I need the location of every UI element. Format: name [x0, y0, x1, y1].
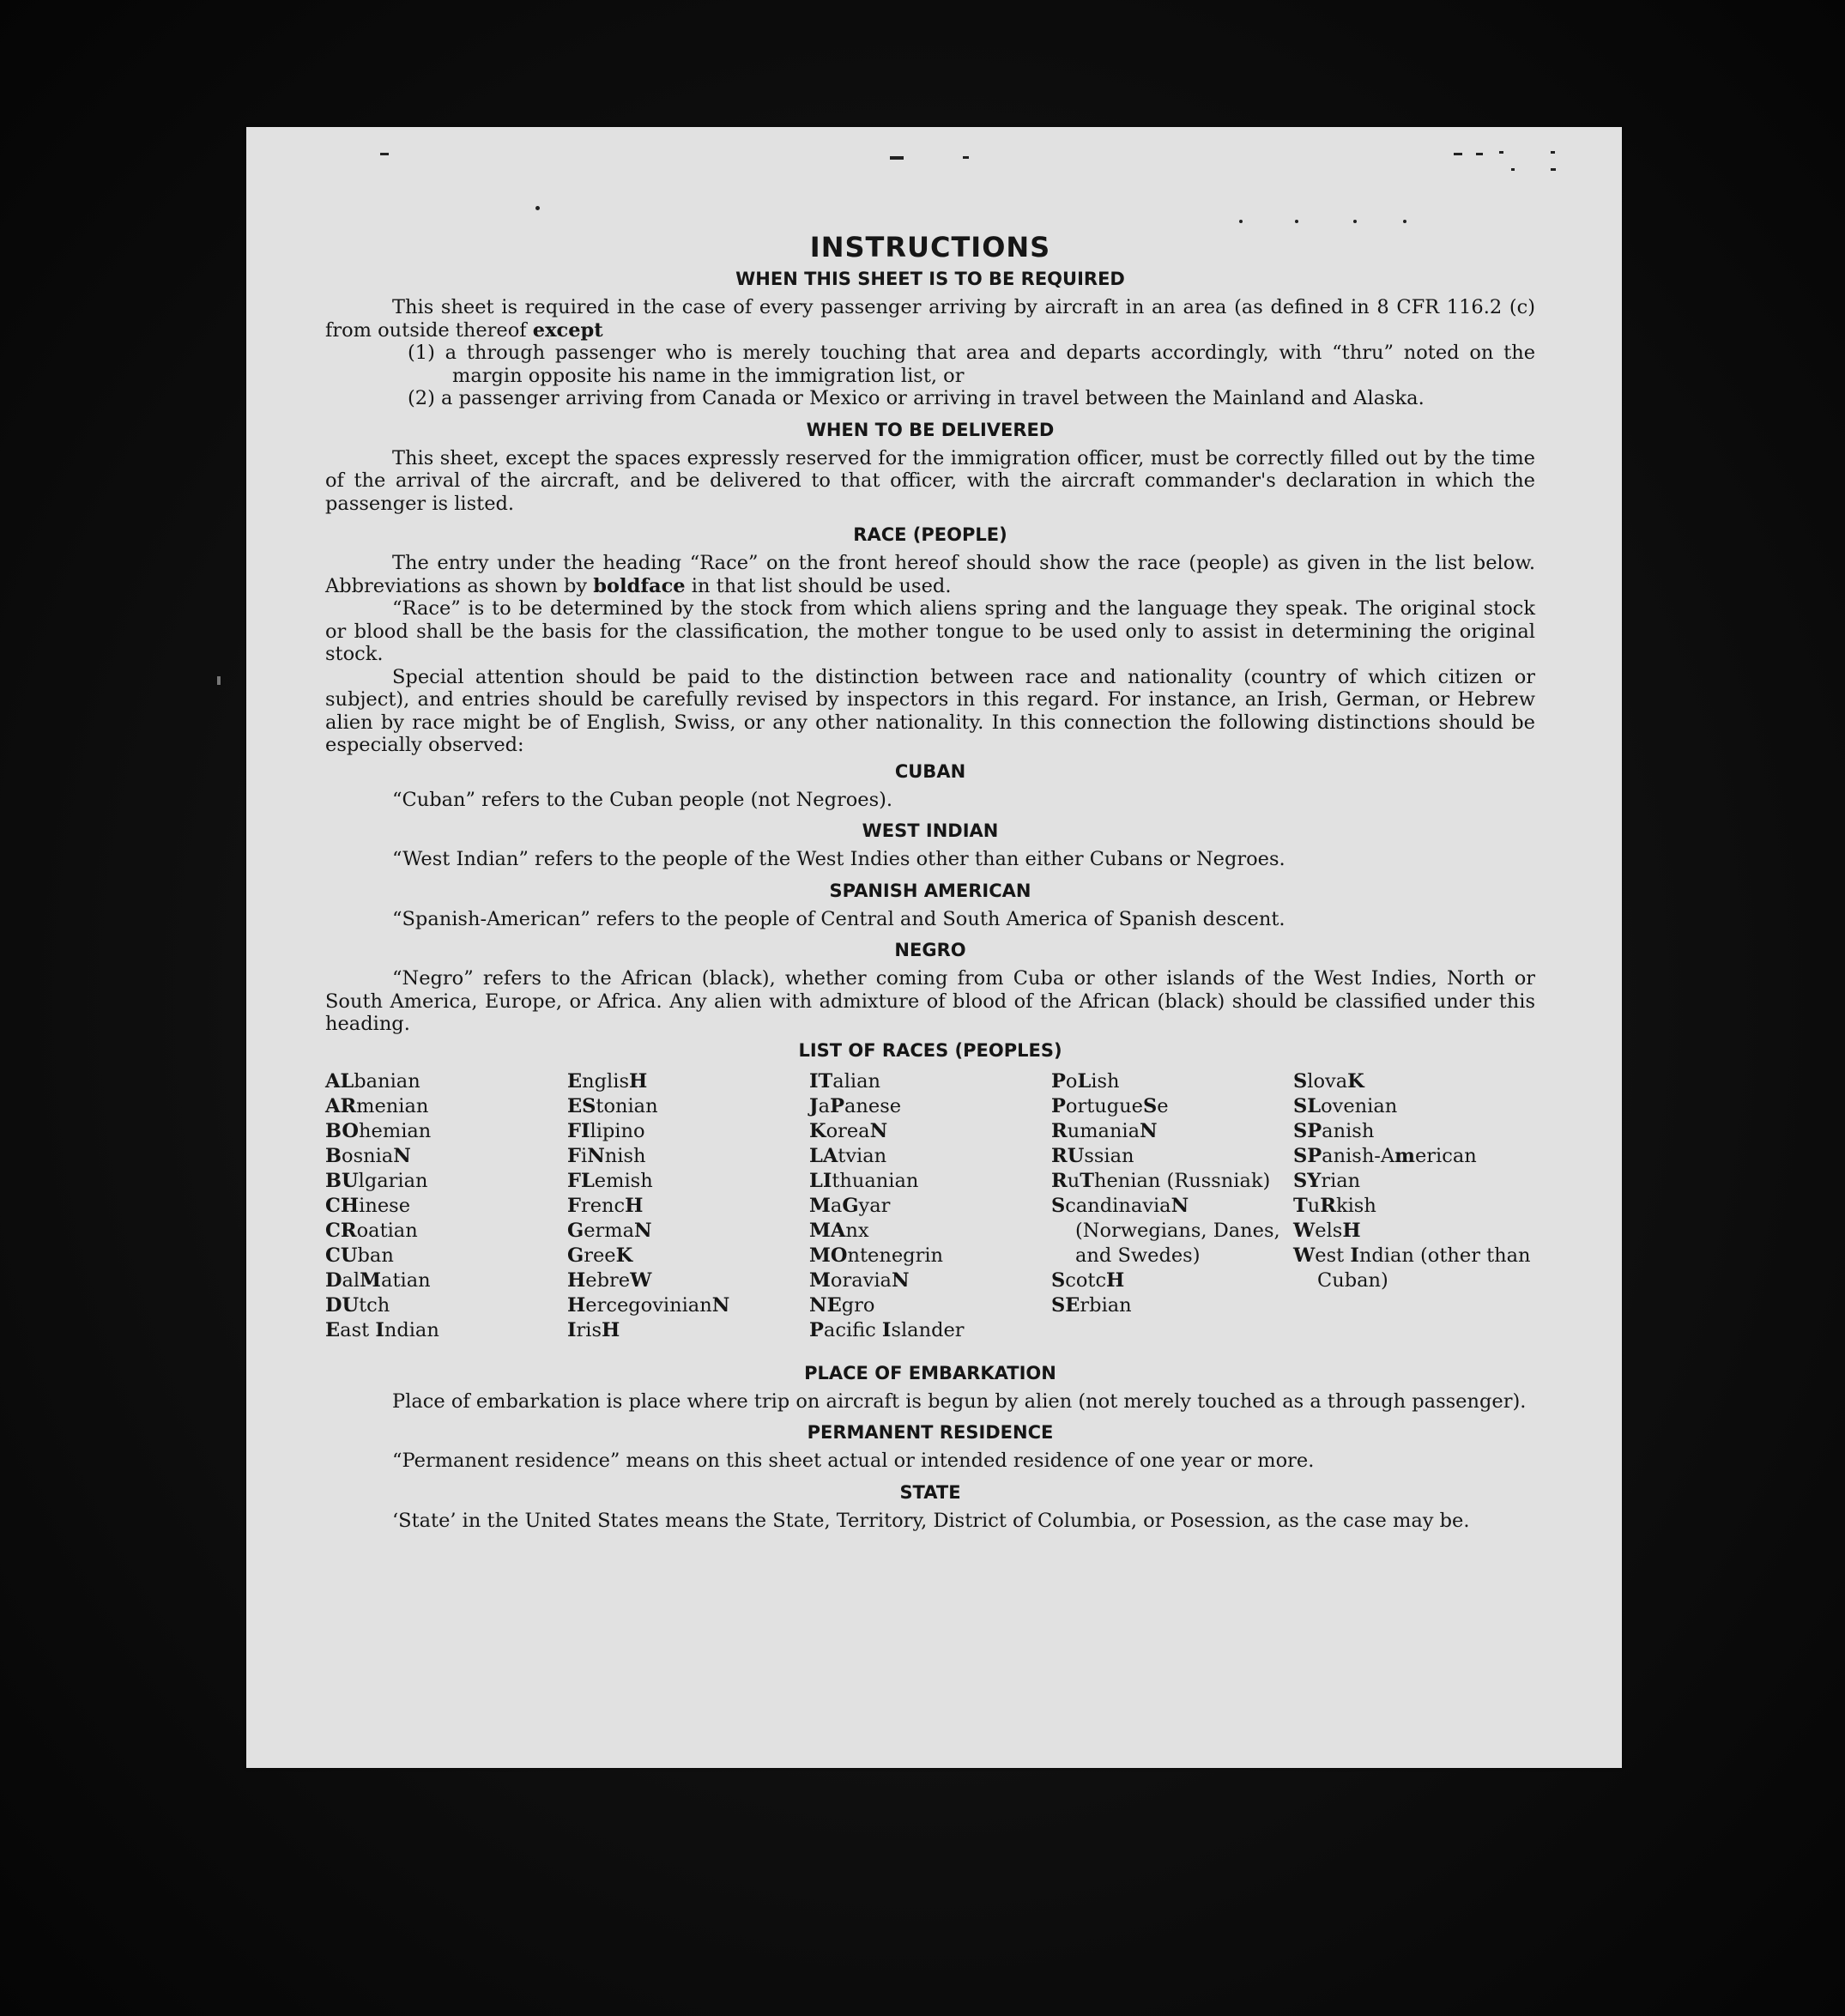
race-item: MaGyar — [809, 1194, 891, 1217]
race-item: WelsH — [1293, 1219, 1361, 1242]
race-item: FiNnish — [567, 1144, 646, 1167]
race-item: LIthuanian — [809, 1169, 919, 1192]
race-item: HebreW — [567, 1268, 652, 1292]
heading-spanish-american: SPANISH AMERICAN — [829, 880, 1031, 901]
race-item: East Indian — [325, 1318, 439, 1341]
cuban-text: “Cuban” refers to the Cuban people (not Negroes). — [392, 788, 893, 811]
race-item: ScandinaviaN (Norwegians, Danes, and Swedes) — [1051, 1194, 1280, 1267]
heading-residence: PERMANENT RESIDENCE — [807, 1422, 1054, 1443]
race-paragraph-3: Special attention should be paid to the distinction between race and nationality (country of which citizen or subject), and entries should be carefully revised by inspectors in this regard. For instance, an Irish, German, or Hebrew alien by race might be of English, Swiss, or any other nationality. In this connection the following distinctions should be especially observed: — [325, 665, 1535, 756]
race-item: Pacific Islander — [809, 1318, 965, 1341]
race-paragraph-2: “Race” is to be determined by the stock from which aliens spring and the language they speak. The original stock or blood shall be the basis for the classification, the mother tongue to be used only to assist in determining the original stock. — [325, 597, 1535, 665]
instruction-sheet — [246, 127, 1622, 1768]
heading-west-indian: WEST INDIAN — [862, 820, 999, 841]
races-column — [809, 1069, 1051, 1343]
required-item-1: (1) a through passenger who is merely touching that area and departs accordingly, with “thru” noted on the margin opposite his name in the immigration list, or — [408, 342, 1536, 387]
race-item: RUssian — [1051, 1144, 1134, 1167]
required-intro: This sheet is required in the case of every passenger arriving by aircraft in an area (as defined in 8 CFR 116.2 (c) from outside thereof except — [325, 296, 1535, 342]
heading-list-of-races: LIST OF RACES (PEOPLES) — [798, 1039, 1062, 1061]
west-indian-text: “West Indian” refers to the people of the West Indies other than either Cubans or Negroes. — [392, 848, 1285, 870]
race-item: MOntenegrin — [809, 1244, 944, 1267]
race-item: ARmenian — [325, 1094, 429, 1117]
race-item: KoreaN — [809, 1119, 888, 1142]
embarkation-text: Place of embarkation is place where trip on aircraft is begun by alien (not merely touched as a through passenger). — [392, 1389, 1527, 1413]
races-column — [1051, 1069, 1293, 1343]
race-item: BosniaN — [325, 1144, 411, 1167]
races-list — [325, 1069, 1535, 1343]
race-item: FrencH — [567, 1194, 644, 1217]
race-item: GermaN — [567, 1219, 652, 1242]
race-item: TuRkish — [1293, 1194, 1376, 1217]
margin-mark — [217, 676, 221, 685]
sheet-content — [325, 230, 1535, 1532]
race-item: SPanish — [1293, 1119, 1375, 1142]
heading-cuban: CUBAN — [894, 760, 966, 782]
delivered-text: This sheet, except the spaces expressly reserved for the immigration officer, must be correctly filled out by the time of the arrival of the aircraft, and be delivered to that officer, with the aircraft commander's declaration in which the passenger is listed. — [325, 446, 1535, 515]
race-item: SYrian — [1293, 1169, 1361, 1192]
races-column — [1293, 1069, 1535, 1343]
race-item: GreeK — [567, 1244, 633, 1267]
race-item: DUtch — [325, 1293, 390, 1317]
race-item: SPanish-American — [1293, 1144, 1477, 1167]
race-item: LAtvian — [809, 1144, 887, 1167]
race-item: IrisH — [567, 1318, 620, 1341]
spanish-american-text: “Spanish-American” refers to the people of Central and South America of Spanish descent. — [392, 907, 1285, 930]
race-item: MAnx — [809, 1219, 869, 1242]
race-item: ScotcH — [1051, 1268, 1125, 1292]
required-item-2: (2) a passenger arriving from Canada or Mexico or arriving in travel between the Mainland and Alaska. — [408, 387, 1425, 409]
race-item: EStonian — [567, 1094, 658, 1117]
race-item: JaPanese — [809, 1094, 902, 1117]
race-item: BOhemian — [325, 1119, 432, 1142]
race-item: SLovenian — [1293, 1094, 1398, 1117]
heading-state: STATE — [899, 1481, 961, 1503]
race-item: MoraviaN — [809, 1268, 910, 1292]
residence-text: “Permanent residence” means on this sheet actual or intended residence of one year or more. — [392, 1450, 1315, 1472]
race-item: RumaniaN — [1051, 1119, 1158, 1142]
race-item: West Indian (other than Cuban) — [1293, 1244, 1531, 1292]
races-column — [325, 1069, 567, 1343]
race-item: EnglisH — [567, 1069, 648, 1093]
race-item: HercegovinianN — [567, 1293, 730, 1317]
page-title: INSTRUCTIONS — [809, 231, 1051, 263]
race-item: ITalian — [809, 1069, 880, 1093]
race-item: SlovaK — [1293, 1069, 1364, 1093]
race-item: RuThenian (Russniak) — [1051, 1169, 1271, 1192]
race-item: ALbanian — [325, 1069, 420, 1093]
race-item: SErbian — [1051, 1293, 1132, 1317]
heading-required: WHEN THIS SHEET IS TO BE REQUIRED — [735, 269, 1125, 289]
race-item: FLemish — [567, 1169, 653, 1192]
race-item: DalMatian — [325, 1268, 431, 1292]
heading-negro: NEGRO — [894, 940, 966, 960]
race-item: FIlipino — [567, 1119, 645, 1142]
heading-race: RACE (PEOPLE) — [853, 524, 1007, 545]
race-item: CHinese — [325, 1194, 411, 1217]
race-item: CRoatian — [325, 1219, 418, 1242]
negro-text: “Negro” refers to the African (black), whether coming from Cuba or other islands of the West Indies, North or South America, Europe, or Africa. Any alien with admixture of blood of the African (black) should be classified under this heading. — [325, 967, 1535, 1035]
heading-delivered: WHEN TO BE DELIVERED — [806, 419, 1055, 440]
race-item: NEgro — [809, 1293, 875, 1317]
races-column — [567, 1069, 809, 1343]
state-text: ‘State’ in the United States means the State, Territory, District of Columbia, or Posession, as the case may be. — [392, 1509, 1470, 1532]
race-item: CUban — [325, 1244, 394, 1267]
race-item: PortugueSe — [1051, 1094, 1169, 1117]
race-paragraph-1: The entry under the heading “Race” on the front hereof should show the race (people) as given in the list below. Abbreviations as shown by boldface in that list should be used. — [325, 552, 1535, 597]
heading-embarkation: PLACE OF EMBARKATION — [804, 1362, 1056, 1383]
race-item: PoLish — [1051, 1069, 1120, 1093]
race-item: BUlgarian — [325, 1169, 428, 1192]
